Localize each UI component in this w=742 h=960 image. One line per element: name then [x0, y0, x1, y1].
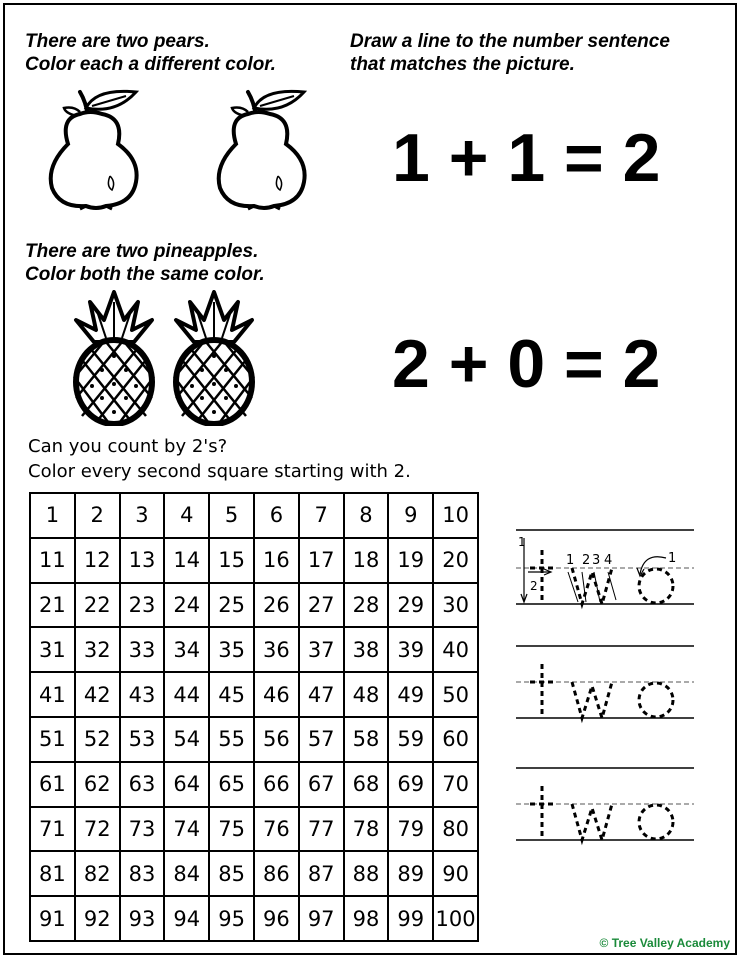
chart-cell[interactable]: 22	[75, 583, 120, 628]
chart-cell[interactable]: 87	[299, 851, 344, 896]
number-sentence-1: 1 + 1 = 2	[392, 120, 661, 196]
chart-cell[interactable]: 36	[254, 627, 299, 672]
chart-cell[interactable]: 93	[120, 896, 165, 941]
tracing-row-2	[516, 646, 694, 718]
chart-cell[interactable]: 71	[30, 807, 75, 852]
chart-row	[30, 896, 478, 941]
chart-row	[30, 627, 478, 672]
chart-cell[interactable]: 86	[254, 851, 299, 896]
chart-cell[interactable]: 42	[75, 672, 120, 717]
chart-cell[interactable]: 77	[299, 807, 344, 852]
chart-cell[interactable]: 58	[344, 717, 389, 762]
pears-instruction	[25, 30, 276, 76]
chart-cell[interactable]: 65	[209, 762, 254, 807]
chart-cell[interactable]: 74	[164, 807, 209, 852]
pears-instruction-line1: There are two pears.	[25, 31, 210, 52]
chart-cell[interactable]: 68	[344, 762, 389, 807]
chart-cell[interactable]: 81	[30, 851, 75, 896]
chart-cell[interactable]: 18	[344, 538, 389, 583]
chart-cell[interactable]: 83	[120, 851, 165, 896]
chart-cell[interactable]: 17	[299, 538, 344, 583]
chart-cell[interactable]: 85	[209, 851, 254, 896]
chart-cell[interactable]: 44	[164, 672, 209, 717]
chart-cell[interactable]: 72	[75, 807, 120, 852]
pineapples-instruction-line2: Color both the same color.	[25, 264, 265, 285]
chart-cell[interactable]: 100	[433, 896, 478, 941]
chart-cell[interactable]: 32	[75, 627, 120, 672]
chart-row	[30, 583, 478, 628]
chart-cell[interactable]: 8	[344, 493, 389, 538]
chart-cell[interactable]: 92	[75, 896, 120, 941]
stroke-number-w1: 1	[566, 553, 575, 568]
chart-cell[interactable]: 11	[30, 538, 75, 583]
pineapple-illustration-1	[68, 290, 160, 426]
chart-cell[interactable]: 55	[209, 717, 254, 762]
chart-cell[interactable]: 13	[120, 538, 165, 583]
chart-cell[interactable]: 19	[388, 538, 433, 583]
chart-row	[30, 717, 478, 762]
chart-cell[interactable]: 82	[75, 851, 120, 896]
matching-instruction	[350, 30, 670, 76]
chart-cell[interactable]: 61	[30, 762, 75, 807]
chart-cell[interactable]: 95	[209, 896, 254, 941]
copyright-footer: © Tree Valley Academy	[599, 936, 730, 950]
chart-cell[interactable]: 35	[209, 627, 254, 672]
chart-cell[interactable]: 12	[75, 538, 120, 583]
chart-cell[interactable]: 59	[388, 717, 433, 762]
chart-cell[interactable]: 64	[164, 762, 209, 807]
tracing-row-3	[516, 768, 694, 840]
chart-cell[interactable]: 62	[75, 762, 120, 807]
chart-cell[interactable]: 16	[254, 538, 299, 583]
number-sentence-2: 2 + 0 = 2	[392, 326, 661, 402]
chart-cell[interactable]: 66	[254, 762, 299, 807]
chart-cell[interactable]: 57	[299, 717, 344, 762]
chart-cell[interactable]: 88	[344, 851, 389, 896]
chart-row	[30, 538, 478, 583]
chart-cell[interactable]: 40	[433, 627, 478, 672]
chart-cell[interactable]: 29	[388, 583, 433, 628]
chart-cell[interactable]: 46	[254, 672, 299, 717]
chart-cell[interactable]: 14	[164, 538, 209, 583]
chart-cell[interactable]: 94	[164, 896, 209, 941]
chart-cell[interactable]: 34	[164, 627, 209, 672]
stroke-number-w2: 2	[582, 553, 591, 568]
chart-cell[interactable]: 49	[388, 672, 433, 717]
chart-cell[interactable]: 4	[164, 493, 209, 538]
chart-row	[30, 672, 478, 717]
chart-cell[interactable]: 24	[164, 583, 209, 628]
counting-instruction-line1: Can you count by 2's?	[28, 436, 228, 457]
chart-cell[interactable]: 25	[209, 583, 254, 628]
pineapple-illustration-2	[168, 290, 260, 426]
chart-cell[interactable]: 90	[433, 851, 478, 896]
matching-instruction-line2: that matches the picture.	[350, 54, 575, 75]
chart-cell[interactable]: 47	[299, 672, 344, 717]
stroke-number-w3: 3	[592, 553, 601, 568]
chart-cell[interactable]: 6	[254, 493, 299, 538]
chart-cell[interactable]: 48	[344, 672, 389, 717]
chart-cell[interactable]: 38	[344, 627, 389, 672]
chart-cell[interactable]: 54	[164, 717, 209, 762]
chart-cell[interactable]: 41	[30, 672, 75, 717]
chart-cell[interactable]: 5	[209, 493, 254, 538]
chart-cell[interactable]: 3	[120, 493, 165, 538]
chart-cell[interactable]: 73	[120, 807, 165, 852]
chart-cell[interactable]: 20	[433, 538, 478, 583]
chart-cell[interactable]: 21	[30, 583, 75, 628]
chart-cell[interactable]: 76	[254, 807, 299, 852]
chart-cell[interactable]: 75	[209, 807, 254, 852]
pineapples-instruction	[25, 240, 265, 286]
chart-cell[interactable]: 96	[254, 896, 299, 941]
handwriting-tracing-area	[516, 528, 694, 848]
chart-cell[interactable]: 60	[433, 717, 478, 762]
chart-cell[interactable]: 26	[254, 583, 299, 628]
chart-cell[interactable]: 78	[344, 807, 389, 852]
chart-cell[interactable]: 2	[75, 493, 120, 538]
chart-row	[30, 851, 478, 896]
pineapples-instruction-line1: There are two pineapples.	[25, 241, 259, 262]
chart-cell[interactable]: 27	[299, 583, 344, 628]
chart-cell[interactable]: 98	[344, 896, 389, 941]
chart-cell[interactable]: 1	[30, 493, 75, 538]
chart-cell[interactable]: 50	[433, 672, 478, 717]
chart-cell[interactable]: 99	[388, 896, 433, 941]
tracing-row-1	[516, 530, 694, 604]
chart-cell[interactable]: 45	[209, 672, 254, 717]
chart-cell[interactable]: 7	[299, 493, 344, 538]
chart-cell[interactable]: 37	[299, 627, 344, 672]
pear-illustration-2	[208, 78, 318, 212]
chart-cell[interactable]: 80	[433, 807, 478, 852]
chart-cell[interactable]: 70	[433, 762, 478, 807]
counting-instruction	[28, 434, 411, 484]
chart-cell[interactable]: 56	[254, 717, 299, 762]
counting-instruction-line2: Color every second square starting with 2.	[28, 461, 411, 482]
stroke-number-t1: 1	[518, 535, 526, 549]
chart-cell[interactable]: 23	[120, 583, 165, 628]
chart-cell[interactable]: 31	[30, 627, 75, 672]
pears-instruction-line2: Color each a different color.	[25, 54, 276, 75]
chart-cell[interactable]: 15	[209, 538, 254, 583]
chart-cell[interactable]: 91	[30, 896, 75, 941]
chart-row	[30, 762, 478, 807]
chart-cell[interactable]: 9	[388, 493, 433, 538]
stroke-number-o1: 1	[668, 551, 677, 566]
stroke-number-t2: 2	[530, 579, 538, 593]
chart-cell[interactable]: 69	[388, 762, 433, 807]
chart-cell[interactable]: 67	[299, 762, 344, 807]
chart-cell[interactable]: 51	[30, 717, 75, 762]
chart-row	[30, 807, 478, 852]
chart-cell[interactable]: 52	[75, 717, 120, 762]
chart-cell[interactable]: 33	[120, 627, 165, 672]
chart-cell[interactable]: 30	[433, 583, 478, 628]
matching-instruction-line1: Draw a line to the number sentence	[350, 31, 670, 52]
chart-cell[interactable]: 43	[120, 672, 165, 717]
chart-cell[interactable]: 39	[388, 627, 433, 672]
chart-cell[interactable]: 53	[120, 717, 165, 762]
hundreds-chart	[29, 492, 479, 942]
chart-cell[interactable]: 63	[120, 762, 165, 807]
chart-cell[interactable]: 28	[344, 583, 389, 628]
pear-illustration-1	[40, 78, 150, 212]
chart-cell[interactable]: 10	[433, 493, 478, 538]
chart-cell[interactable]: 84	[164, 851, 209, 896]
chart-cell[interactable]: 79	[388, 807, 433, 852]
chart-cell[interactable]: 97	[299, 896, 344, 941]
chart-row	[30, 493, 478, 538]
chart-cell[interactable]: 89	[388, 851, 433, 896]
stroke-number-w4: 4	[604, 553, 613, 568]
